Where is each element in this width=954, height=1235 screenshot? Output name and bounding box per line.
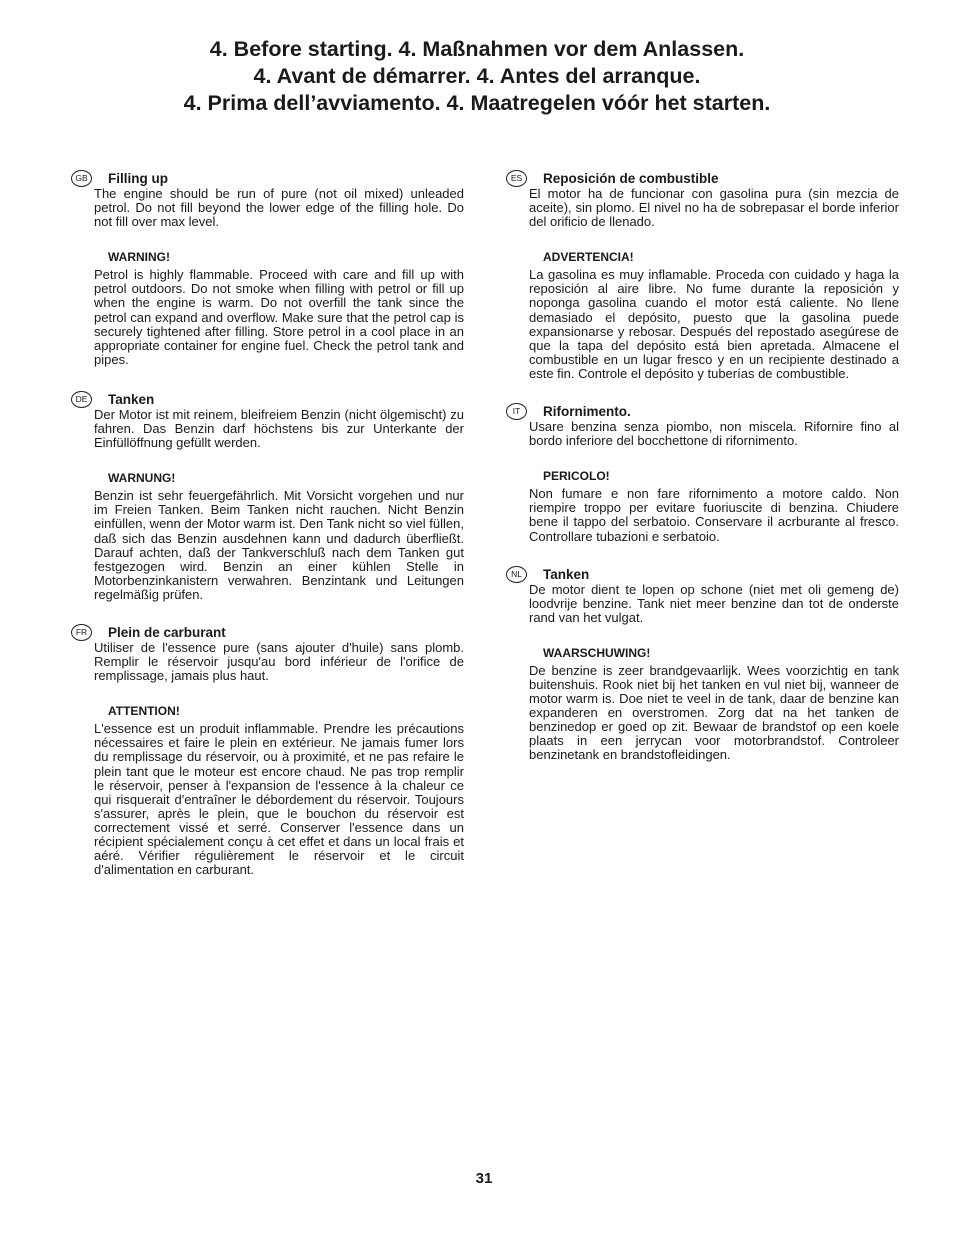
section-header <box>75 170 464 187</box>
right-column <box>510 170 899 763</box>
section-de <box>75 391 464 602</box>
language-badge-es: ES <box>506 170 527 187</box>
section-it <box>512 403 899 544</box>
warning-body: Benzin ist sehr feuergefährlich. Mit Vorsicht vorgehen und nur im Freien Tanken. Beim Tanken nicht rauchen. Nicht Benzin einfüllen, wenn der Motor warm ist. Den Tank nicht so viel füllen, daß sich das Benzin ausdehnen kann und dadurch überfließt. Darauf achten, daß der Tankverschluß nach dem Tanken gut festgezogen wird. Benzin an einer kühlen Stelle in Motorbenzinkanistern verwahren. Benzintank und Leitungen regelmäßig prüfen. <box>94 488 464 602</box>
section-heading: Tanken <box>108 391 155 407</box>
section-body: Usare benzina senza piombo, non miscela. Rifornire fino al bordo inferiore del bocchettone di rifornimento. <box>529 419 899 449</box>
section-heading: Reposición de combustible <box>543 171 719 186</box>
title-line-2: 4. Avant de démarrer. 4. Antes del arranque. <box>253 64 701 88</box>
warning-body: Non fumare e non fare rifornimento a motore caldo. Non riempire troppo per evitare fuoriuscite di benzina. Chiudere bene il tappo del serbatoio. Conservare il acrburante al fresco. Controllare tubazioni e serbatoio. <box>529 486 899 544</box>
section-heading: Filling up <box>108 171 168 186</box>
language-badge-fr: FR <box>71 624 92 641</box>
section-fr <box>75 624 464 878</box>
section-header <box>75 391 464 408</box>
warning-label: PERICOLO! <box>543 469 610 484</box>
section-heading: Rifornimento. <box>543 404 631 420</box>
section-header <box>511 566 899 583</box>
section-header <box>512 403 899 420</box>
warning-label: ADVERTENCIA! <box>543 250 634 265</box>
section-header <box>75 624 464 641</box>
left-column <box>75 170 464 878</box>
warning-body: La gasolina es muy inflamable. Proceda con cuidado y haga la reposición al aire libre. No fume durante la reposición y noponga gasolina cuando el motor está caliente. No llene demasiado el depósito, puesto que la gasolina puede expansionarse y rebosar. Después del repostado asegúrese de que la tapa del depósito está bien apretada. Almacene el combustible en un lugar fresco y en un recipiente destinado a este fin. Controle el depósito y tuberías de combustible. <box>529 267 899 381</box>
warning-label: WARNUNG! <box>108 471 176 486</box>
title-line-1: 4. Before starting. 4. Maßnahmen vor dem Anlassen. <box>209 37 745 61</box>
warning-body: L'essence est un produit inflammable. Prendre les précautions nécessaires et faire le plein en extérieur. Ne jamais fumer lors du remplissage du réservoir, ou à proximité, et ne pas refaire le plein tant que le moteur est encore chaud. Ne pas trop remplir le réservoir, penser à l'expansion de l'essence à la chaleur ce qui risquerait d'entraîner le débordement du réservoir. Toujours s'assurer, après le plein, que le bouchon du réservoir est correctement vissé et serré. Conserver l'essence dans un récipient spécialement conçu à cet effet et dans un local frais et aéré. Vérifier régulièrement le réservoir et le circuit d'alimentation en carburant. <box>94 721 464 878</box>
section-body: Utiliser de l'essence pure (sans ajouter d'huile) sans plomb. Remplir le réservoir jusqu'au bord inférieur de l'orifice de remplissage, jamais plus haut. <box>94 639 464 684</box>
language-badge-gb: GB <box>71 170 92 187</box>
warning-body: Petrol is highly flammable. Proceed with care and fill up with petrol outdoors. Do not smoke when filling with petrol or fill up when the engine is warm. Do not overfill the tank since the petrol can expand and overflow. Make sure that the petrol cap is securely tightened after filling. Store petrol in a cool place in an appropriate container for engine fuel. Check the petrol tank and pipes. <box>94 267 464 367</box>
section-heading: Plein de carburant <box>108 624 226 640</box>
section-header <box>510 170 899 187</box>
language-badge-nl: NL <box>506 566 527 583</box>
section-body: Der Motor ist mit reinem, bleifreiem Benzin (nicht ölgemischt) zu fahren. Das Benzin darf höchstens bis zur Unterkante der Einfüllöffnung gefüllt werden. <box>94 406 464 451</box>
warning-label: WAARSCHUWING! <box>543 645 651 660</box>
warning-body: De benzine is zeer brandgevaarlijk. Wees voorzichtig en tank buitenshuis. Rook niet bij het tanken en vul niet bij, wanneer de motor warm is. Doe niet te veel in de tank, daar de benzine kan expanderen en overstromen. Zorg dat na het tanken de benzinedop er goed op zit. Bewaar de brandstof op een koele plaats in een jerrycan voor motorbrandstof. Controleer benzinetank en brandstofleidingen. <box>529 662 899 763</box>
warning-label: ATTENTION! <box>108 704 180 719</box>
language-badge-it: IT <box>506 403 527 420</box>
page-number: 31 <box>475 1170 493 1187</box>
section-body: The engine should be run of pure (not oil mixed) unleaded petrol. Do not fill beyond the lower edge of the filling hole. Do not fill over max level. <box>94 186 464 230</box>
section-body: El motor ha de funcionar con gasolina pura (sin mezcia de aceite), sin plomo. El nivel no ha de sobrepasar el borde inferior del orificio de llenado. <box>529 186 899 230</box>
warning-label: WARNING! <box>108 250 170 265</box>
page-title <box>0 36 954 117</box>
title-line-3: 4. Prima dell’avviamento. 4. Maatregelen vóór het starten. <box>183 91 771 115</box>
section-body: De motor dient te lopen op schone (niet met oli gemeng de) loodvrije benzine. Tank niet meer benzine dan tot de onderste rand van het vulgat. <box>529 581 899 625</box>
language-badge-de: DE <box>71 391 92 408</box>
section-gb <box>75 170 464 367</box>
section-nl <box>511 566 899 763</box>
section-es <box>510 170 899 381</box>
section-heading: Tanken <box>543 566 590 582</box>
